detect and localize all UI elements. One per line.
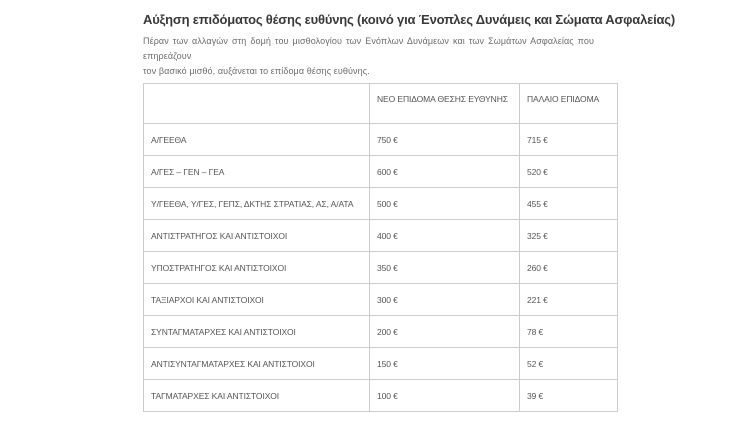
header-cell-rank <box>144 84 370 124</box>
table-row <box>144 220 618 252</box>
new-allowance-cell: 100 € <box>370 380 520 412</box>
table-row <box>144 188 618 220</box>
table-row <box>144 156 618 188</box>
old-allowance-cell: 260 € <box>520 252 618 284</box>
new-allowance-cell: 600 € <box>370 156 520 188</box>
old-allowance-cell: 325 € <box>520 220 618 252</box>
new-allowance-cell: 350 € <box>370 252 520 284</box>
old-allowance-cell: 221 € <box>520 284 618 316</box>
table-row <box>144 316 618 348</box>
intro-paragraph <box>143 34 594 79</box>
new-allowance-cell: 300 € <box>370 284 520 316</box>
intro-line-1: Πέραν των αλλαγών στη δομή του μισθολογίου των Ενόπλων Δυνάμεων και των Σωμάτων Ασφαλείας που επηρεάζουν <box>143 36 594 61</box>
intro-line-2: τον βασικό μισθό, αυξάνεται το επίδομα θέσης ευθύνης. <box>143 66 370 76</box>
page-title: Αύξηση επιδόματος θέσης ευθύνης (κοινό για Ένοπλες Δυνάμεις και Σώματα Ασφαλείας) <box>143 12 675 27</box>
old-allowance-cell: 715 € <box>520 124 618 156</box>
new-allowance-cell: 150 € <box>370 348 520 380</box>
rank-cell: Α/ΓΕΣ – ΓΕΝ – ΓΕΑ <box>144 156 370 188</box>
allowance-table <box>143 83 618 412</box>
new-allowance-cell: 400 € <box>370 220 520 252</box>
header-cell-new-allowance: ΝΕΟ ΕΠΙΔΟΜΑ ΘΕΣΗΣ ΕΥΘΥΝΗΣ <box>370 84 520 124</box>
rank-cell: Υ/ΓΕΕΘΑ, Υ/ΓΕΣ, ΓΕΠΣ, ΔΚΤΗΣ ΣΤΡΑΤΙΑΣ, ΑΣ, Α/ΑΤΑ <box>144 188 370 220</box>
table-header-row <box>144 84 618 124</box>
rank-cell: ΑΝΤΙΣΥΝΤΑΓΜΑΤΑΡΧΕΣ ΚΑΙ ΑΝΤΙΣΤΟΙΧΟΙ <box>144 348 370 380</box>
rank-cell: ΤΑΓΜΑΤΑΡΧΕΣ ΚΑΙ ΑΝΤΙΣΤΟΙΧΟΙ <box>144 380 370 412</box>
header-cell-old-allowance: ΠΑΛΑΙΟ ΕΠΙΔΟΜΑ <box>520 84 618 124</box>
rank-cell: ΤΑΞΙΑΡΧΟΙ ΚΑΙ ΑΝΤΙΣΤΟΙΧΟΙ <box>144 284 370 316</box>
new-allowance-cell: 200 € <box>370 316 520 348</box>
table-row <box>144 252 618 284</box>
new-allowance-cell: 750 € <box>370 124 520 156</box>
rank-cell: Α/ΓΕΕΘΑ <box>144 124 370 156</box>
old-allowance-cell: 39 € <box>520 380 618 412</box>
table-row <box>144 348 618 380</box>
table-row <box>144 380 618 412</box>
rank-cell: ΣΥΝΤΑΓΜΑΤΑΡΧΕΣ ΚΑΙ ΑΝΤΙΣΤΟΙΧΟΙ <box>144 316 370 348</box>
table-row <box>144 284 618 316</box>
old-allowance-cell: 52 € <box>520 348 618 380</box>
old-allowance-cell: 455 € <box>520 188 618 220</box>
new-allowance-cell: 500 € <box>370 188 520 220</box>
rank-cell: ΥΠΟΣΤΡΑΤΗΓΟΣ ΚΑΙ ΑΝΤΙΣΤΟΙΧΟΙ <box>144 252 370 284</box>
old-allowance-cell: 78 € <box>520 316 618 348</box>
rank-cell: ΑΝΤΙΣΤΡΑΤΗΓΟΣ ΚΑΙ ΑΝΤΙΣΤΟΙΧΟΙ <box>144 220 370 252</box>
old-allowance-cell: 520 € <box>520 156 618 188</box>
table-row <box>144 124 618 156</box>
